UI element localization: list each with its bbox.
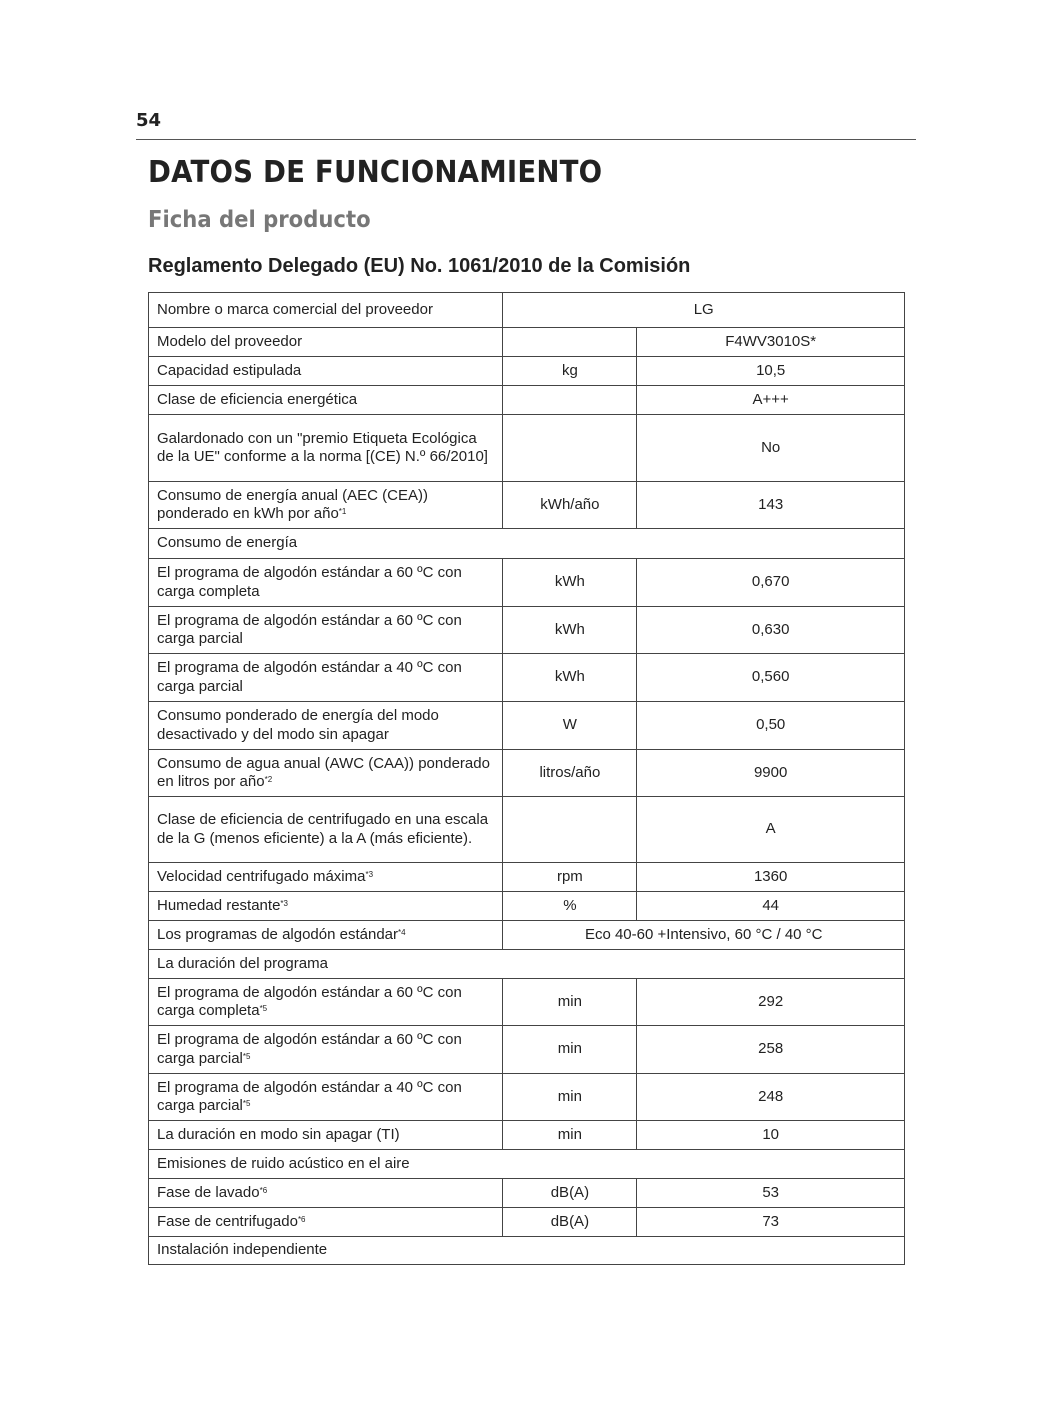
row-value: 248 [637, 1074, 905, 1121]
row-unit: rpm [503, 863, 637, 892]
table-row [149, 328, 905, 357]
footnote-marker: *2 [264, 775, 273, 784]
row-value: 258 [637, 1026, 905, 1074]
row-value: 0,50 [637, 702, 905, 750]
row-value: Eco 40-60 +Intensivo, 60 °C / 40 °C [503, 921, 905, 950]
label-text: Fase de lavado [157, 1183, 260, 1201]
row-label [149, 797, 503, 863]
row-label [149, 654, 503, 702]
row-label [149, 415, 503, 482]
footnote-marker: *5 [242, 1099, 251, 1108]
row-value: F4WV3010S* [637, 328, 905, 357]
row-unit: min [503, 979, 637, 1026]
row-label [149, 1208, 503, 1237]
row-label [149, 482, 503, 529]
row-value: 1360 [637, 863, 905, 892]
table-row [149, 950, 905, 979]
table-row [149, 702, 905, 750]
row-value: A [637, 797, 905, 863]
row-value: A+++ [637, 386, 905, 415]
regulation-heading: Reglamento Delegado (EU) No. 1061/2010 de la Comisión [148, 255, 691, 277]
row-value: 0,560 [637, 654, 905, 702]
row-unit [503, 386, 637, 415]
footnote-marker: *3 [365, 869, 374, 879]
label-text: Consumo de energía anual (AEC (CEA)) ponderado en kWh por año [157, 486, 428, 522]
table-row [149, 892, 905, 921]
row-unit [503, 328, 637, 357]
table-row [149, 415, 905, 482]
label-text: La duración en modo sin apagar (TI) [157, 1125, 400, 1143]
table-row [149, 1074, 905, 1121]
label-text: El programa de algodón estándar a 60 ºC con carga completa [157, 983, 462, 1019]
row-label [149, 892, 503, 921]
row-value: 10,5 [637, 357, 905, 386]
footnote-marker: *3 [280, 898, 288, 908]
header-divider [136, 139, 916, 140]
row-value: No [637, 415, 905, 482]
label-text: Clase de eficiencia de centrifugado en una escala de la G (menos eficiente) a la A (más eficiente). [157, 811, 489, 847]
row-label [149, 702, 503, 750]
row-unit: kWh [503, 559, 637, 607]
row-label [149, 1121, 503, 1150]
label-text: La duración del programa [157, 954, 328, 972]
label-text: Modelo del proveedor [157, 332, 303, 350]
footnote-marker: *6 [297, 1214, 306, 1224]
footnote-marker: *5 [242, 1051, 251, 1061]
label-text: El programa de algodón estándar a 40 ºC con carga parcial [157, 1078, 462, 1114]
row-value: 10 [637, 1121, 905, 1150]
row-label [149, 357, 503, 386]
table-row [149, 1179, 905, 1208]
row-label [149, 559, 503, 607]
row-value: 53 [637, 1179, 905, 1208]
table-row [149, 1026, 905, 1074]
footnote-marker: *5 [259, 1004, 268, 1013]
row-unit: dB(A) [503, 1179, 637, 1208]
label-text: El programa de algodón estándar a 40 ºC con carga parcial [157, 659, 462, 695]
table-row [149, 529, 905, 559]
row-label [149, 529, 905, 559]
row-unit: min [503, 1121, 637, 1150]
table-row [149, 1237, 905, 1265]
footnote-marker: *6 [259, 1185, 268, 1195]
row-unit: min [503, 1026, 637, 1074]
table-row [149, 921, 905, 950]
label-text: El programa de algodón estándar a 60 ºC con carga completa [157, 564, 462, 600]
row-unit [503, 415, 637, 482]
label-text: Emisiones de ruido acústico en el aire [157, 1154, 410, 1172]
label-text: Los programas de algodón estándar [157, 925, 398, 943]
row-value: 0,670 [637, 559, 905, 607]
row-value: LG [503, 293, 905, 328]
row-value: 9900 [637, 750, 905, 797]
row-label [149, 979, 503, 1026]
page-title: DATOS DE FUNCIONAMIENTO [148, 155, 603, 190]
product-fiche-table [148, 292, 905, 1265]
label-text: El programa de algodón estándar a 60 ºC con carga parcial [157, 611, 462, 647]
table-row [149, 607, 905, 654]
page-number: 54 [136, 110, 162, 131]
row-label [149, 921, 503, 950]
table-row [149, 797, 905, 863]
table-row [149, 559, 905, 607]
row-unit: kWh [503, 607, 637, 654]
label-text: Nombre o marca comercial del proveedor [157, 300, 433, 318]
row-label [149, 863, 503, 892]
table-row [149, 386, 905, 415]
label-text: Capacidad estipulada [157, 361, 302, 379]
row-label [149, 1179, 503, 1208]
table-row [149, 1150, 905, 1179]
row-label [149, 386, 503, 415]
row-unit: dB(A) [503, 1208, 637, 1237]
row-value: 292 [637, 979, 905, 1026]
row-unit: litros/año [503, 750, 637, 797]
row-label [149, 750, 503, 797]
table-row [149, 482, 905, 529]
section-subtitle: Ficha del producto [148, 207, 371, 233]
row-label [149, 1026, 503, 1074]
row-unit: W [503, 702, 637, 750]
row-label [149, 1074, 503, 1121]
label-text: Consumo ponderado de energía del modo desactivado y del modo sin apagar [157, 707, 439, 743]
row-label [149, 950, 905, 979]
row-value: 73 [637, 1208, 905, 1237]
row-label [149, 607, 503, 654]
row-value: 143 [637, 482, 905, 529]
label-text: Fase de centrifugado [157, 1212, 298, 1230]
row-unit [503, 797, 637, 863]
row-label [149, 328, 503, 357]
label-text: El programa de algodón estándar a 60 ºC con carga parcial [157, 1031, 462, 1067]
label-text: Velocidad centrifugado máxima [157, 867, 366, 885]
label-text: Consumo de energía [157, 534, 298, 552]
table-row [149, 979, 905, 1026]
label-text: Galardonado con un "premio Etiqueta Ecológica de la UE" conforme a la norma [(CE) N.º 66/2010] [157, 429, 488, 465]
label-text: Consumo de agua anual (AWC (CAA)) ponderado en litros por año [157, 754, 490, 790]
row-unit: kWh [503, 654, 637, 702]
table-row [149, 357, 905, 386]
row-unit: kWh/año [503, 482, 637, 529]
row-unit: min [503, 1074, 637, 1121]
table-row [149, 1121, 905, 1150]
footnote-marker: *4 [398, 927, 406, 937]
footnote-marker: *1 [338, 507, 347, 516]
row-value: 44 [637, 892, 905, 921]
table-row [149, 654, 905, 702]
row-label [149, 1150, 905, 1179]
row-unit: kg [503, 357, 637, 386]
label-text: Humedad restante [157, 896, 281, 914]
label-text: Clase de eficiencia energética [157, 390, 358, 408]
table-row [149, 293, 905, 328]
row-label [149, 293, 503, 328]
table-row [149, 863, 905, 892]
row-value: 0,630 [637, 607, 905, 654]
row-unit: % [503, 892, 637, 921]
table-row [149, 750, 905, 797]
table-row [149, 1208, 905, 1237]
label-text: Instalación independiente [157, 1241, 328, 1259]
row-label [149, 1237, 905, 1265]
